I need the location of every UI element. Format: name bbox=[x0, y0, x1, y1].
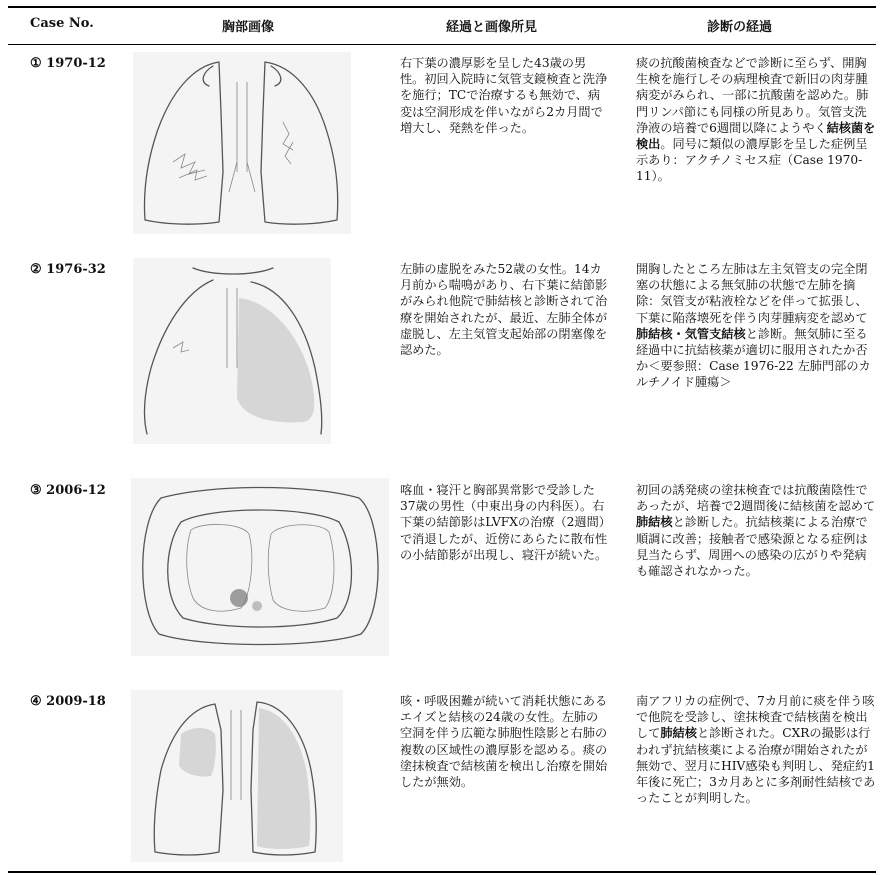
chest-ct-sketch-icon bbox=[131, 478, 389, 656]
course-text: 咳・呼吸困難が続いて消耗状態にあるエイズと結核の24歳の女性。左肺の空洞を伴う広範な肺胞性陰影と右肺の複数の区域性の濃厚影を認める。痰の塗抹検査で結核菌を検出し治療を開始したが無効。 bbox=[400, 694, 608, 790]
case-id: ② 1976-32 bbox=[30, 262, 106, 277]
case-id: ① 1970-12 bbox=[30, 56, 106, 71]
table-header-rule bbox=[8, 44, 876, 45]
diagnosis-emphasis: 肺結核・気管支結核 bbox=[636, 326, 746, 341]
diagnosis-emphasis: 肺結核 bbox=[660, 726, 697, 741]
diagnosis-text: 開胸したところ左肺は左主気管支の完全閉塞の状態による無気肺の状態で左肺を摘除：気管支が粘液栓などを伴って拡張し、下葉に陥落壊死を伴う肉芽腫病変を認めて肺結核・気管支結核と診断。無気肺に至る経過中に抗結核薬が適切に服用されたか否か＜要参照：Case 1976-22 左肺門部のカルチノイド腫瘍＞ bbox=[636, 262, 871, 390]
diagnosis-emphasis: 肺結核 bbox=[636, 515, 673, 530]
diagnosis-text: 初回の誘発痰の塗抹検査では抗酸菌陰性であったが、培養で2週間後に結核菌を認めて肺結核と診断した。抗結核薬による治療で順調に改善；接触者で感染源となる症例は見当たらず、周囲への感染の広がりや発病も確認されなかった。 bbox=[636, 483, 876, 579]
table-top-rule bbox=[8, 6, 876, 8]
course-text: 喀血・寝汗と胸部異常影で受診した37歳の男性（中東出身の内科医）。右下葉の結節影はLVFXの治療（2週間）で消退したが、近傍にあらたに散布性の小結節影が出現し、寝汗が続いた。 bbox=[400, 483, 608, 562]
case-id: ③ 2006-12 bbox=[30, 483, 106, 498]
header-case-no: Case No. bbox=[30, 16, 94, 31]
case-id: ④ 2009-18 bbox=[30, 694, 106, 709]
course-text: 左肺の虚脱をみた52歳の女性。14カ月前から喘鳴があり、右下葉に結節影がみられ他院で肺結核と診断されて治療を開始されたが、最近、左肺全体が虚脱し、左主気管支起始部の閉塞像を認めた。 bbox=[400, 262, 608, 358]
course-text: 右下葉の濃厚影を呈した43歳の男性。初回入院時に気管支鏡検査と洗浄を施行；TCで治療するも無効で、病変は空洞形成を伴いながら2カ月間で増大し、発熱を伴った。 bbox=[400, 56, 608, 135]
chest-xray-sketch-icon bbox=[133, 52, 351, 234]
diagnosis-text: 南アフリカの症例で、7カ月前に痰を伴う咳で他院を受診し、塗抹検査で結核菌を検出して肺結核と診断された。CXRの撮影は行われず抗結核薬による治療が開始されたが無効で、翌月にHIV感染も判明し、発症約1年後に死亡；3カ月あとに多剤耐性結核であったことが判明した。 bbox=[636, 694, 876, 806]
header-chest-image: 胸部画像 bbox=[222, 20, 275, 35]
diagnosis-text: 痰の抗酸菌検査などで診断に至らず、開胸生検を施行しその病理検査で新旧の肉芽腫病変がみられ、一部に抗酸菌を認めた。肺門リンパ節にも同様の所見あり。気管支洗浄液の培養で6週間以降にようやく結核菌を検出。同号に類似の濃厚影を呈した症例呈示あり：アクチノミセス症（Case 1970-11）。 bbox=[636, 56, 876, 184]
table-bottom-rule bbox=[8, 871, 876, 873]
diagnosis-emphasis: 結核菌を検出 bbox=[636, 120, 876, 152]
chest-xray-bilateral-sketch-icon bbox=[131, 690, 343, 862]
header-diagnosis: 診断の経過 bbox=[707, 20, 773, 35]
chest-xray-left-collapse-sketch-icon bbox=[133, 258, 331, 444]
header-course: 経過と画像所見 bbox=[446, 20, 538, 35]
